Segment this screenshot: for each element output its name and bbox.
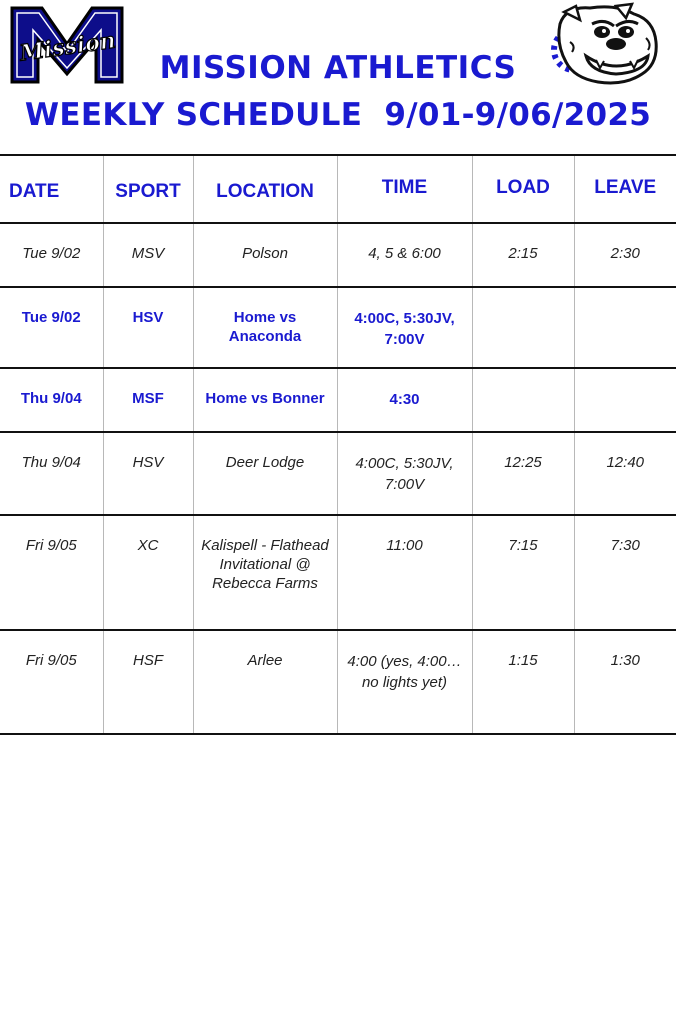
cell-location: Kalispell - Flathead Invitational @ Rebecca Farms (193, 515, 337, 630)
cell-sport: MSV (103, 223, 193, 287)
cell-sport: HSV (103, 432, 193, 515)
column-header-sport: SPORT (103, 155, 193, 223)
column-header-load: LOAD (472, 155, 574, 223)
cell-load: 12:25 (472, 432, 574, 515)
column-header-time: TIME (337, 155, 472, 223)
cell-load: 7:15 (472, 515, 574, 630)
cell-time: 4, 5 & 6:00 (337, 223, 472, 287)
cell-leave (574, 287, 676, 368)
cell-time: 4:00C, 5:30JV, 7:00V (337, 432, 472, 515)
cell-date: Thu 9/04 (0, 368, 103, 432)
table-row (0, 515, 676, 630)
cell-date: Fri 9/05 (0, 630, 103, 734)
cell-sport: MSF (103, 368, 193, 432)
cell-time: 4:00C, 5:30JV, 7:00V (337, 287, 472, 368)
cell-load (472, 287, 574, 368)
cell-time: 4:00 (yes, 4:00…no lights yet) (337, 630, 472, 734)
cell-load (472, 368, 574, 432)
column-header-leave: LEAVE (574, 155, 676, 223)
cell-sport: XC (103, 515, 193, 630)
table-row (0, 223, 676, 287)
cell-location: Home vs Bonner (193, 368, 337, 432)
column-header-location: LOCATION (193, 155, 337, 223)
logo-script-text: Mission (18, 27, 118, 67)
cell-sport: HSV (103, 287, 193, 368)
page-title: MISSION ATHLETICS (159, 50, 517, 86)
table-row-home-event (0, 287, 676, 368)
cell-location: Arlee (193, 630, 337, 734)
cell-load: 1:15 (472, 630, 574, 734)
cell-time: 11:00 (337, 515, 472, 630)
schedule-table (0, 154, 676, 735)
cell-date: Thu 9/04 (0, 432, 103, 515)
table-row-home-event (0, 368, 676, 432)
cell-time: 4:30 (337, 368, 472, 432)
cell-location: Home vs Anaconda (193, 287, 337, 368)
cell-leave: 7:30 (574, 515, 676, 630)
column-header-date: DATE (0, 155, 103, 223)
cell-location: Polson (193, 223, 337, 287)
page-header (0, 0, 676, 155)
cell-load: 2:15 (472, 223, 574, 287)
cell-leave (574, 368, 676, 432)
bulldog-mascot-icon (546, 2, 664, 90)
page-subtitle: WEEKLY SCHEDULE 9/01-9/06/2025 (24, 97, 652, 133)
cell-leave: 1:30 (574, 630, 676, 734)
table-row (0, 432, 676, 515)
cell-date: Tue 9/02 (0, 287, 103, 368)
cell-leave: 2:30 (574, 223, 676, 287)
cell-date: Fri 9/05 (0, 515, 103, 630)
cell-date: Tue 9/02 (0, 223, 103, 287)
cell-sport: HSF (103, 630, 193, 734)
table-header-row (0, 155, 676, 223)
cell-location: Deer Lodge (193, 432, 337, 515)
table-row (0, 630, 676, 734)
cell-leave: 12:40 (574, 432, 676, 515)
